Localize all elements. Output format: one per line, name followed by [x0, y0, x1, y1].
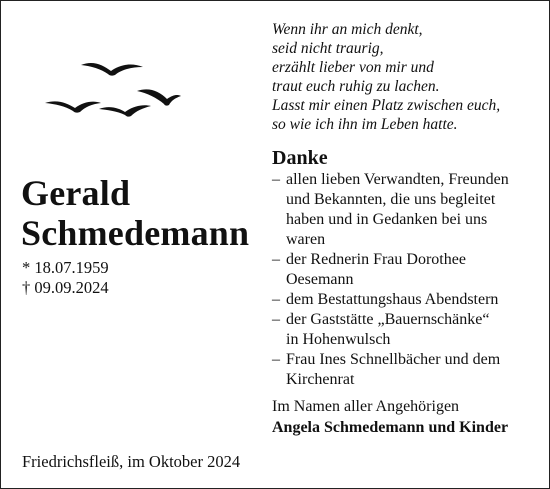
deceased-last-name: Schmedemann — [21, 213, 250, 253]
thanks-item-text: allen lieben Verwandten, Freunden und Bekannten, die uns begleitet haben und in Gedanken bei uns waren — [286, 171, 509, 248]
dash-marker: – — [272, 171, 280, 188]
thanks-item — [272, 170, 544, 250]
thanks-item — [272, 350, 544, 390]
life-dates — [22, 258, 109, 298]
dash-marker: – — [272, 291, 280, 308]
poem-line: so wie ich ihn im Leben hatte. — [272, 116, 458, 133]
thanks-item-text: Frau Ines Schnellbächer und dem Kirchenrat — [286, 351, 501, 388]
signature-intro: Im Namen aller Angehörigen — [272, 398, 460, 415]
thanks-item-text: der Rednerin Frau Dorothee Oesemann — [286, 251, 466, 288]
thanks-list — [272, 170, 544, 390]
left-column — [1, 1, 269, 488]
thanks-item-text: dem Bestattungshaus Abendstern — [286, 291, 499, 308]
poem-line: seid nicht traurig, — [272, 40, 384, 57]
poem-line: traut euch ruhig zu lachen. — [272, 78, 440, 95]
right-column — [272, 1, 548, 488]
dash-marker: – — [272, 251, 280, 268]
poem-line: Wenn ihr an mich denkt, — [272, 21, 423, 38]
thanks-item-text: der Gaststätte „Bauernschänke“ in Hohenwulsch — [286, 311, 490, 348]
thanks-item — [272, 310, 544, 350]
thanks-heading: Danke — [272, 147, 328, 169]
flying-birds-icon — [45, 53, 181, 119]
deceased-name — [21, 173, 249, 253]
deceased-first-name: Gerald — [21, 173, 131, 213]
death-date: † 09.09.2024 — [22, 278, 109, 297]
poem — [272, 20, 500, 134]
signature-names: Angela Schmedemann und Kinder — [272, 419, 509, 436]
dash-marker: – — [272, 351, 280, 368]
thanks-item — [272, 290, 544, 310]
poem-line: Lasst mir einen Platz zwischen euch, — [272, 97, 501, 114]
thanks-item — [272, 250, 544, 290]
poem-line: erzählt lieber von mir und — [272, 59, 434, 76]
place-and-date: Friedrichsfleiß, im Oktober 2024 — [22, 452, 241, 471]
birth-date: * 18.07.1959 — [22, 258, 109, 277]
dash-marker: – — [272, 311, 280, 328]
